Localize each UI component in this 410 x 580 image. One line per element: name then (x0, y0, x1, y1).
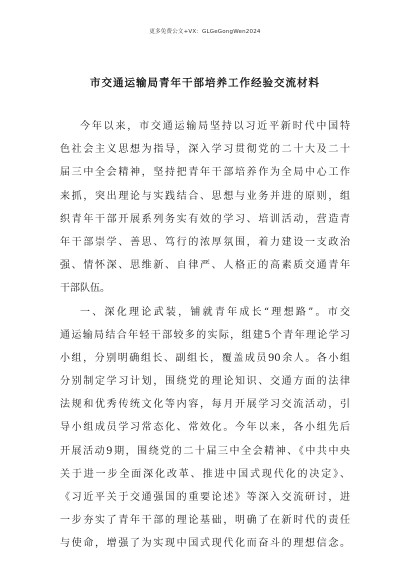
paragraph-line: 关于进一步全面深化改革、推进中国式现代化的决定》、 (60, 468, 350, 480)
document-title: 市交通运输局青年干部培养工作经验交流材料 (90, 77, 320, 89)
paragraph-line: 强、情怀深、思维新、自律严、人格正的高素质交通青年 (60, 260, 350, 272)
paragraph-line: 干部队伍。 (60, 283, 110, 295)
paragraph-line: 年干部崇学、善思、笃行的浓厚氛围，着力建设一支政治 (60, 236, 350, 248)
paragraph-line: 届三中全会精神，坚持把青年干部培养作为全局中心工作 (60, 167, 350, 179)
paragraph-line: 今年以来，市交通运输局坚持以习近平新时代中国特 (80, 121, 350, 132)
paragraph-line: 来抓，突出理论与实践结合、思想与业务并进的原则，组 (60, 190, 350, 202)
paragraph-line: 《习近平关于交通强国的重要论述》等深入交流研讨，进 (60, 492, 350, 503)
paragraph-line: 通运输局结合年轻干部较多的实际，组建5个青年理论学习 (60, 329, 350, 341)
paragraph-line: 织青年干部开展系列务实有效的学习、培训活动，营造青 (60, 213, 350, 225)
paragraph-line: 开展活动9期，围绕党的二十届三中全会精神、《中共中央 (60, 445, 350, 457)
paragraph-line: 色社会主义思想为指导，深入学习贯彻党的二十大及二十 (60, 144, 350, 156)
paragraph-line: 小组，分别明确组长、副组长，覆盖成员90余人。各小组 (60, 352, 350, 364)
paragraph-line: 与使命，增强了为实现中国式现代化而奋斗的理想信念。 (60, 538, 350, 550)
header-note: 更多免费公文+VX：GLGeGongWen2024 (149, 29, 261, 35)
paragraph-line: 导小组成员学习常态化、常效化。今年以来，各小组先后 (60, 422, 350, 434)
paragraph-line: 法规和优秀传统文化等内容，每月开展学习交流活动，引 (60, 399, 350, 411)
paragraph-line: 分别制定学习计划，围绕党的理论知识、交通方面的法律 (60, 376, 350, 388)
paragraph-line: 一、深化理论武装，铺就青年成长“理想路”。市交 (80, 306, 350, 318)
paragraph-line: 一步夯实了青年干部的理论基础，明确了在新时代的责任 (60, 515, 350, 527)
document-body (60, 115, 350, 556)
